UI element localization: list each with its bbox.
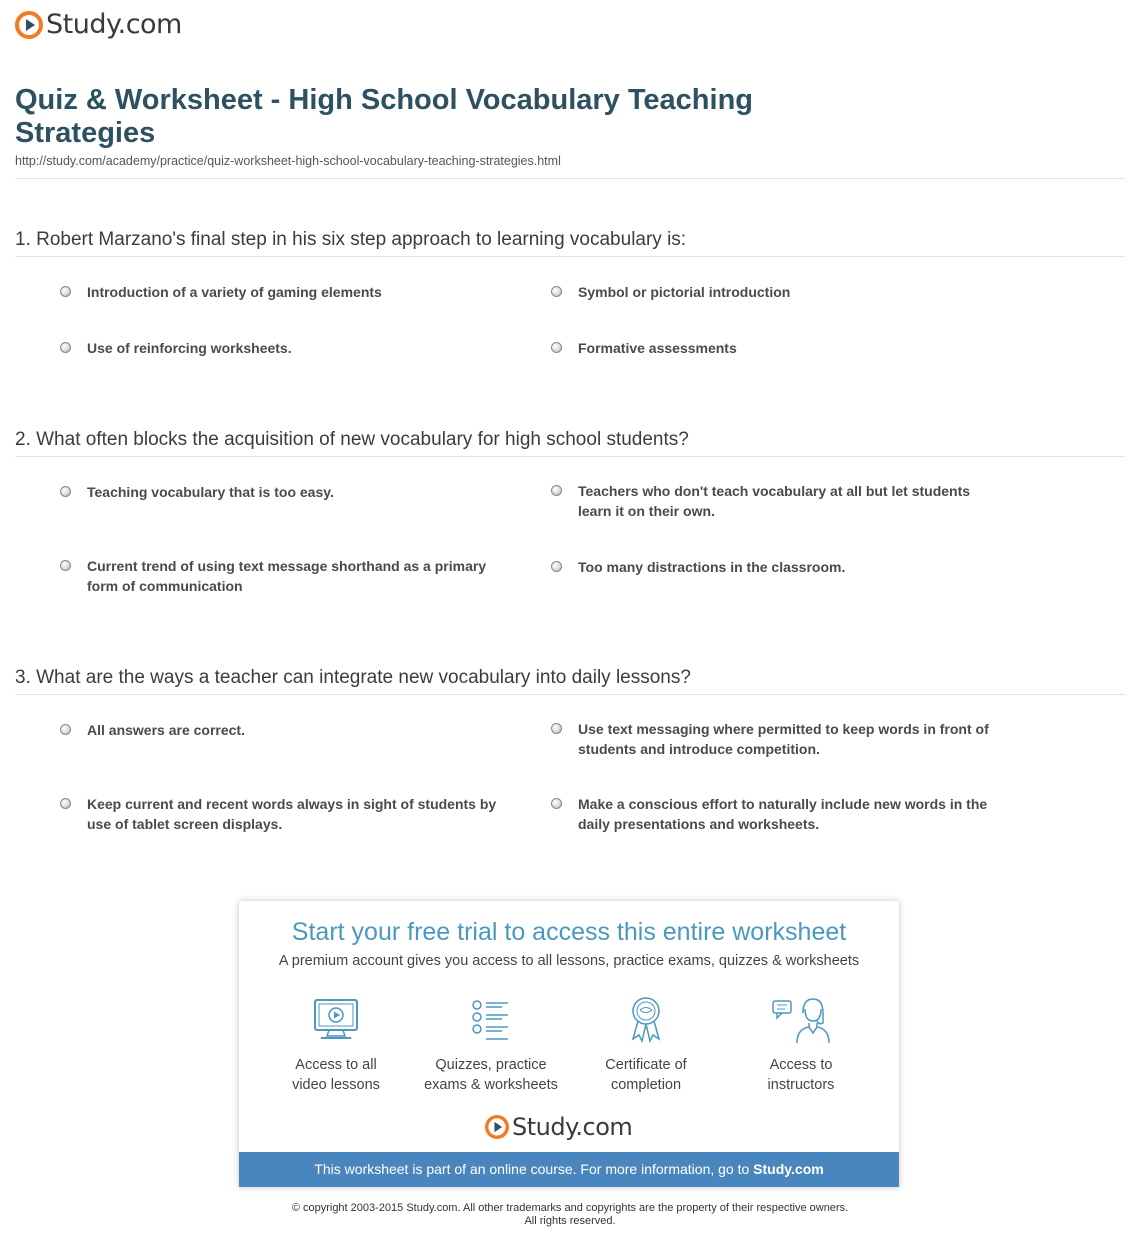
radio-button[interactable] — [551, 286, 562, 297]
answer-option[interactable] — [60, 482, 500, 502]
radio-button[interactable] — [60, 560, 71, 571]
answer-label: Keep current and recent words always in sight of students by use of tablet screen displays. — [87, 796, 497, 832]
answer-option[interactable] — [551, 338, 1001, 358]
answer-label: Teaching vocabulary that is too easy. — [87, 484, 334, 500]
radio-button[interactable] — [60, 486, 71, 497]
course-info-bar — [239, 1152, 899, 1187]
copyright-notice — [0, 1202, 1140, 1228]
radio-button[interactable] — [551, 342, 562, 353]
play-logo-icon — [15, 11, 43, 39]
page-url: http://study.com/academy/practice/quiz-worksheet-high-school-vocabulary-teaching-strategies.html — [15, 154, 561, 168]
answer-option[interactable] — [551, 794, 1011, 834]
video-lesson-icon — [311, 995, 361, 1045]
copyright-line: © copyright 2003-2015 Study.com. All other trademarks and copyrights are the property of their respective owners. — [291, 1202, 849, 1214]
play-logo-icon — [485, 1115, 509, 1139]
answer-label: Introduction of a variety of gaming elements — [87, 284, 382, 300]
feature-label-line: Access to — [769, 1057, 833, 1073]
feature-label-line: completion — [610, 1077, 682, 1093]
answer-label: All answers are correct. — [87, 722, 245, 738]
promo-heading[interactable]: Start your free trial to access this entire worksheet — [291, 918, 847, 946]
page-title: Quiz & Worksheet - High School Vocabulary Teaching Strategies — [15, 84, 753, 149]
study-logo[interactable] — [15, 10, 182, 40]
radio-button[interactable] — [551, 723, 562, 734]
divider — [15, 456, 1125, 457]
answer-option[interactable] — [60, 794, 520, 834]
radio-button[interactable] — [551, 485, 562, 496]
answer-option[interactable] — [60, 338, 500, 358]
answer-option[interactable] — [551, 719, 1001, 759]
answer-label: Symbol or pictorial introduction — [578, 284, 791, 300]
answer-label: Too many distractions in the classroom. — [578, 559, 846, 575]
answer-option[interactable] — [551, 282, 1001, 302]
radio-button[interactable] — [60, 724, 71, 735]
answer-option[interactable] — [60, 720, 500, 740]
answer-option[interactable] — [60, 282, 500, 302]
answer-label: Formative assessments — [578, 340, 737, 356]
study-link[interactable]: Study.com — [753, 1161, 824, 1177]
radio-button[interactable] — [60, 286, 71, 297]
answer-option[interactable] — [551, 557, 1001, 577]
feature-label-line: Quizzes, practice — [435, 1057, 547, 1073]
logo-text: Study.com — [46, 9, 182, 40]
feature-certificate — [571, 995, 721, 1095]
promo-subheading: A premium account gives you access to all lessons, practice exams, quizzes & worksheets — [278, 953, 860, 969]
quiz-list-icon — [466, 995, 516, 1045]
answer-label: Make a conscious effort to naturally include new words in the daily presentations and worksheets. — [578, 796, 988, 832]
feature-video-lessons — [261, 995, 411, 1095]
answer-label: Use text messaging where permitted to keep words in front of students and introduce competition. — [578, 721, 989, 757]
divider — [15, 178, 1125, 179]
free-trial-promo[interactable] — [239, 901, 899, 1187]
radio-button[interactable] — [60, 798, 71, 809]
feature-instructors — [726, 995, 876, 1095]
feature-label-line: exams & worksheets — [424, 1077, 558, 1093]
divider — [15, 694, 1125, 695]
instructor-icon — [771, 995, 831, 1045]
answer-option[interactable] — [551, 481, 1001, 521]
feature-label-line: video lessons — [292, 1077, 380, 1093]
question-2: 2. What often blocks the acquisition of new vocabulary for high school students? — [15, 429, 689, 450]
answer-option[interactable] — [60, 556, 505, 596]
answer-label: Teachers who don't teach vocabulary at all but let students learn it on their own. — [578, 483, 971, 519]
feature-label-line: instructors — [767, 1077, 835, 1093]
certificate-ribbon-icon — [621, 995, 671, 1045]
feature-quizzes — [416, 995, 566, 1095]
promo-logo-text: Study.com — [512, 1113, 633, 1141]
radio-button[interactable] — [551, 798, 562, 809]
answer-label: Use of reinforcing worksheets. — [87, 340, 292, 356]
radio-button[interactable] — [551, 561, 562, 572]
copyright-line: All rights reserved. — [524, 1215, 616, 1227]
question-1: 1. Robert Marzano's final step in his six step approach to learning vocabulary is: — [15, 229, 687, 250]
feature-label-line: Certificate of — [605, 1057, 687, 1073]
feature-label-line: Access to all — [295, 1057, 377, 1073]
promo-study-logo[interactable] — [485, 1113, 632, 1141]
answer-label: Current trend of using text message shorthand as a primary form of communication — [87, 558, 487, 594]
radio-button[interactable] — [60, 342, 71, 353]
question-3: 3. What are the ways a teacher can integrate new vocabulary into daily lessons? — [15, 667, 691, 688]
course-info-text: This worksheet is part of an online course. For more information, go to — [314, 1161, 754, 1177]
divider — [15, 256, 1125, 257]
